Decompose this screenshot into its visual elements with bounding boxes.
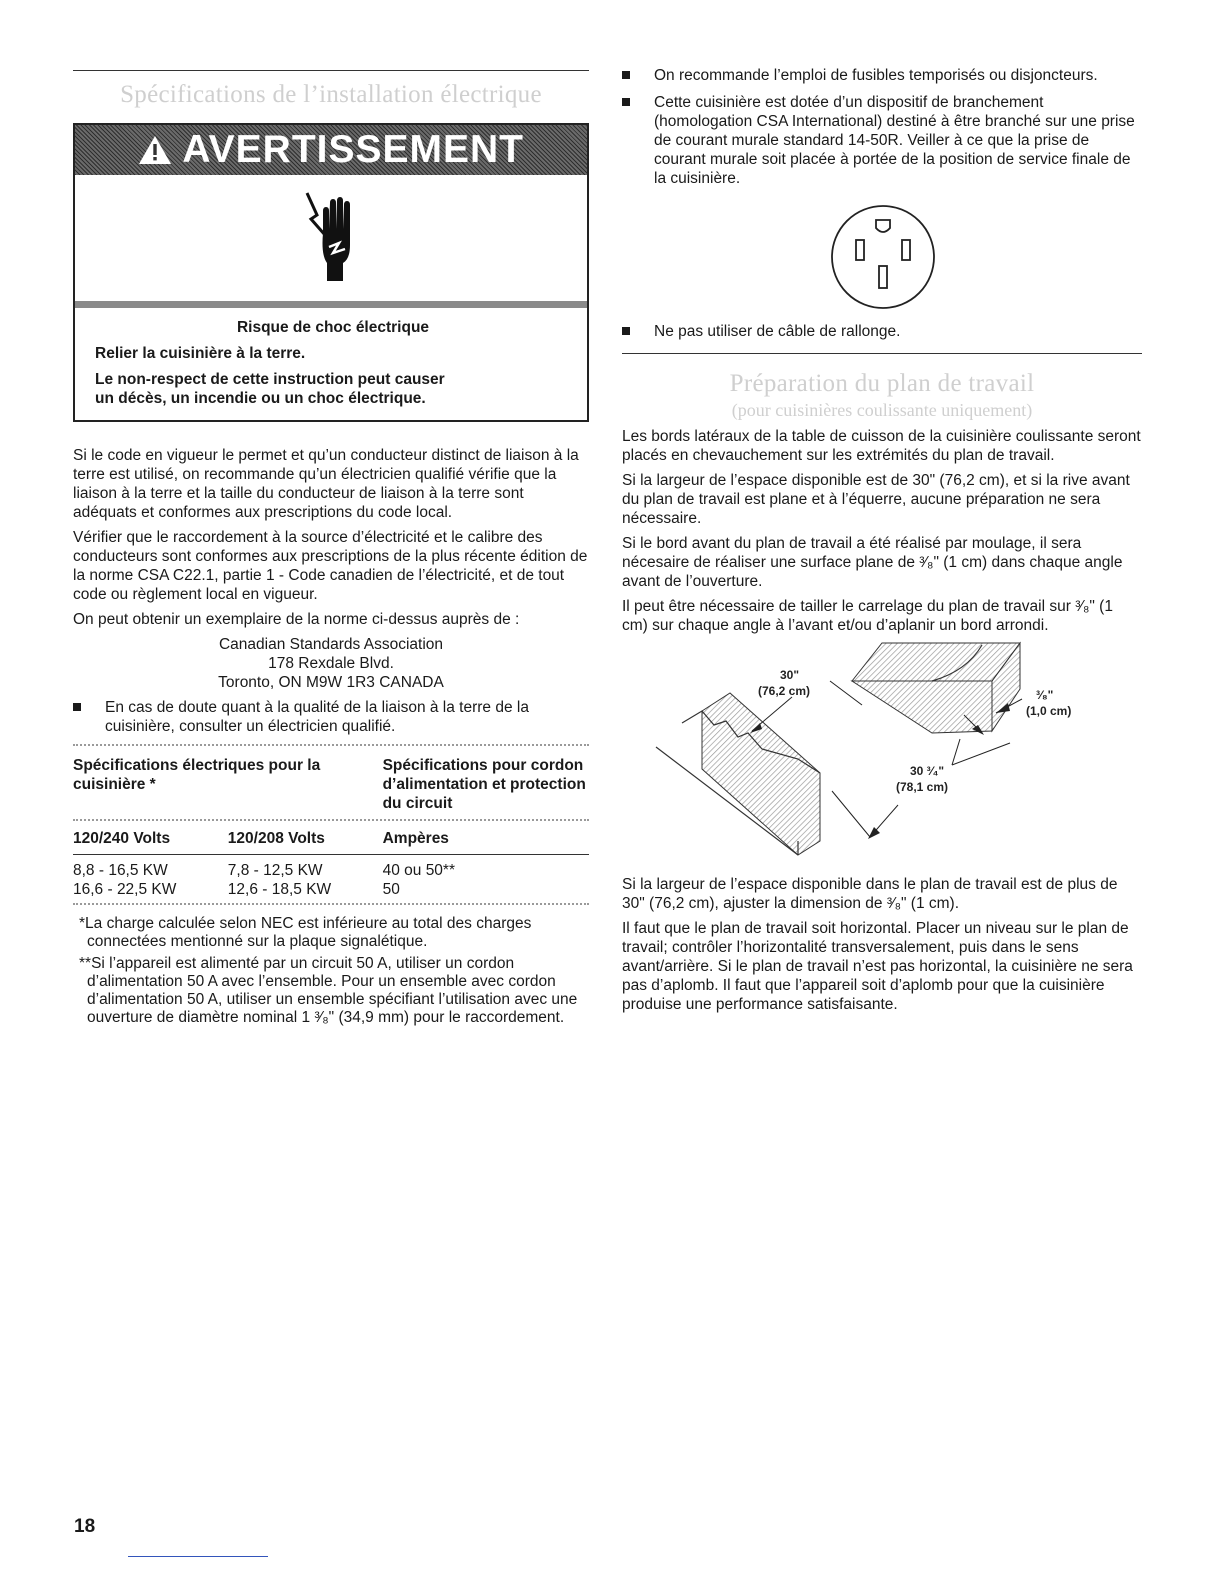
table-cell: 50: [382, 881, 400, 898]
list-item: [622, 322, 1142, 341]
electrical-spec-table: [73, 752, 589, 899]
countertop-paragraph-6: Il faut que le plan de travail soit horizontal. Placer un niveau sur le plan de travail; contrôler l’horizontalité transversalement, puis dans le sens avant/arrière. Si le plan de travail n’est pas horizontal, la cuisinière ne sera pas d’aplomb. Il faut que l’appareil soit d’aplomb pour que la cuisinière produise une performance satisfaisante.: [622, 920, 1133, 1013]
countertop-cutout-diagram: [622, 641, 1142, 859]
address-line: Canadian Standards Association: [218, 636, 444, 653]
dimension-label: (78,1 cm): [896, 780, 949, 794]
countertop-paragraph-3: Si le bord avant du plan de travail a été réalisé par moulage, il sera nécesaire de réaliser une surface plane de ³⁄₈" (1 cm) dans chaque angle avant de l’ouverture.: [622, 535, 1123, 590]
warning-line-2b: un décès, un incendie ou un choc électrique.: [95, 390, 426, 407]
table-head-right: Spécifications pour cordon d’alimentation et protection du circuit: [382, 757, 586, 812]
table-cell: 8,8 - 16,5 KW: [73, 862, 168, 879]
warning-body: [75, 308, 587, 420]
list-item: [622, 93, 1142, 188]
table-column-header: 120/240 Volts: [73, 830, 171, 847]
outlet-figure: [622, 196, 1142, 316]
address-line: 178 Rexdale Blvd.: [268, 655, 394, 672]
section-rule: [622, 353, 1142, 354]
right-column: [622, 66, 1142, 1020]
warning-triangle-icon: [138, 128, 182, 171]
table-cell: 40 ou 50**: [382, 862, 455, 879]
warning-header: [75, 125, 587, 175]
table-note-2: **Si l’appareil est alimenté par un circuit 50 A, utiliser un cordon d’alimentation 50 A avec l’ensemble. Pour un ensemble avec cordon d’alimentation 50 A, utiliser un ensemble spécifiant l’utilisation avec une ouverture de diamètre nominal 1 ³⁄₈" (34,9 mm) pour le raccordement.: [79, 955, 578, 1026]
bullet-square-icon: [622, 327, 630, 335]
table-note-1: *La charge calculée selon NEC est inférieure au total des charges connectées mentionné sur la plaque signalétique.: [79, 915, 532, 950]
list-item: [622, 66, 1142, 85]
bullet-square-icon: [73, 703, 81, 711]
bullet-text: Ne pas utiliser de câble de rallonge.: [654, 323, 901, 340]
bullet-square-icon: [622, 71, 630, 79]
countertop-paragraph-1: Les bords latéraux de la table de cuisson de la cuisinière coulissante seront placés en chevauchement sur les extrémités du plan de travail.: [622, 428, 1141, 464]
electrical-paragraph-2: Vérifier que le raccordement à la source d’électricité et le calibre des conducteurs sont conformes aux prescriptions de la plus récente édition de la norme CSA C22.1, partie 1 - Code canadien de l’électricité, et de tout code ou règlement local en vigueur.: [73, 529, 588, 603]
table-row: [73, 861, 589, 880]
electrical-section-title: Spécifications de l’installation électrique: [120, 81, 542, 108]
section-rule: [73, 70, 589, 71]
dimension-label: (76,2 cm): [758, 684, 811, 698]
electrical-paragraph-1: Si le code en vigueur le permet et qu’un conducteur distinct de liaison à la terre est utilisé, on recommande qu’un électricien qualifié vérifie que la liaison à la terre et la taille du conducteur de liaison à la terre sont adéquats et conformes aux prescriptions du code local.: [73, 447, 579, 521]
dimension-label: (1,0 cm): [1026, 704, 1072, 718]
table-head-left: Spécifications électriques pour la cuisinière *: [73, 757, 321, 793]
footer-rule: [128, 1556, 268, 1557]
table-cell: 12,6 - 18,5 KW: [227, 881, 332, 898]
list-item: [73, 698, 589, 736]
countertop-section-subtitle: (pour cuisinières coulissante uniquement): [731, 400, 1033, 420]
table-column-header: 120/208 Volts: [227, 830, 325, 847]
bullet-square-icon: [622, 98, 630, 106]
dimension-label: ³⁄₈": [1036, 688, 1054, 702]
warning-risk: Risque de choc électrique: [236, 319, 430, 336]
bullet-text: Cette cuisinière est dotée d’un dispositif de branchement (homologation CSA International) destiné à être branché sur une prise de courant murale standard 14-50R. Veiller à ce que la prise de courant murale soit placée à portée de la position de service finale de la cuisinière.: [654, 94, 1135, 187]
countertop-paragraph-5: Si la largeur de l’espace disponible dans le plan de travail est de plus de 30" (76,2 cm), ajuster la dimension de ³⁄₈" (1 cm).: [622, 876, 1118, 912]
warning-line-1: Relier la cuisinière à la terre.: [95, 345, 306, 362]
warning-heading: AVERTISSEMENT: [182, 128, 525, 171]
electrical-paragraph-3: On peut obtenir un exemplaire de la norme ci-dessus auprès de :: [73, 611, 520, 628]
warning-line-2a: Le non-respect de cette instruction peut causer: [95, 371, 445, 388]
table-cell: 16,6 - 22,5 KW: [73, 881, 177, 898]
dimension-label: 30 ³⁄₄": [910, 764, 945, 778]
bullet-text: En cas de doute quant à la qualité de la liaison à la terre de la cuisinière, consulter un électricien qualifié.: [105, 699, 529, 735]
table-cell: 7,8 - 12,5 KW: [227, 862, 323, 879]
bullet-text: On recommande l’emploi de fusibles temporisés ou disjoncteurs.: [654, 67, 1098, 84]
countertop-paragraph-2: Si la largeur de l’espace disponible est de 30" (76,2 cm), et si la rive avant du plan de travail est plane et à l’équerre, aucune préparation ne sera nécessaire.: [622, 472, 1130, 527]
left-column: [73, 70, 589, 1031]
warning-icon-area: [75, 175, 587, 308]
outlet-14-50r-icon: [828, 202, 938, 312]
address-line: Toronto, ON M9W 1R3 CANADA: [218, 674, 444, 691]
countertop-paragraph-4: Il peut être nécessaire de tailler le carrelage du plan de travail sur ³⁄₈" (1 cm) sur chaque angle à l’avant et/ou d’aplanir un bord arrondi.: [622, 598, 1113, 634]
warning-box: [73, 123, 589, 422]
csa-address: [73, 635, 589, 692]
table-divider: [73, 903, 589, 905]
dimension-label: 30": [780, 668, 800, 682]
table-column-header: Ampères: [382, 830, 449, 847]
page-number: 18: [74, 1516, 96, 1537]
countertop-section-title: Préparation du plan de travail: [729, 370, 1035, 397]
electrical-shock-hand-icon: [303, 189, 363, 289]
table-divider: [73, 744, 589, 746]
table-row: [73, 880, 589, 899]
